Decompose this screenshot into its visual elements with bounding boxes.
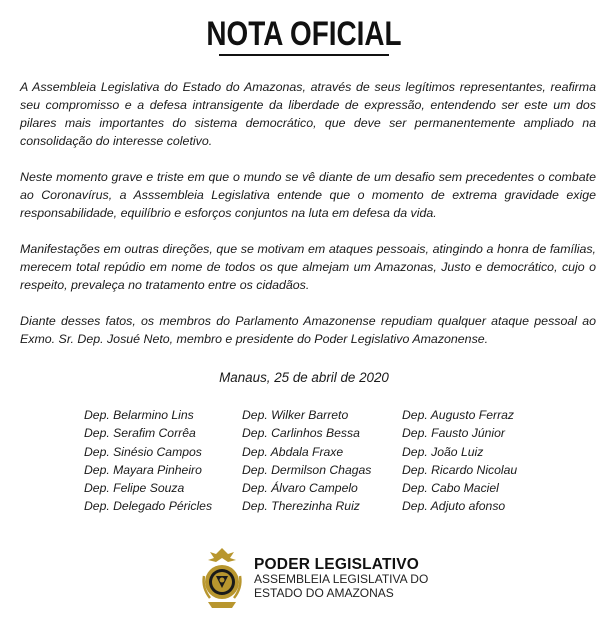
signatory: Dep. Ricardo Nicolau	[402, 462, 518, 477]
state-seal-icon	[200, 546, 244, 612]
footer-brand: PODER LEGISLATIVO	[254, 556, 420, 573]
footer-logo	[200, 546, 428, 612]
footer-text	[254, 558, 428, 600]
signatory: Dep. Felipe Souza	[84, 481, 185, 496]
paragraph: Diante desses fatos, os membros do Parlamento Amazonense repudiam qualquer ataque pessoal ao Exmo. Sr. Dep. Josué Neto, membro e presidente do Poder Legislativo Amazonense.	[20, 314, 596, 346]
signatory: Dep. Cabo Maciel	[402, 481, 499, 496]
signatory: Dep. Therezinha Ruiz	[242, 499, 360, 514]
signatory: Dep. Álvaro Campelo	[242, 481, 358, 496]
signatory: Dep. Dermilson Chagas	[242, 462, 372, 477]
signatory: Dep. Adjuto afonso	[402, 499, 506, 514]
statement-body	[20, 78, 596, 366]
signatory-column-2	[242, 406, 371, 516]
paragraph: Manifestações em outras direções, que se motivam em ataques pessoais, atingindo a honra de famílias, merecem total repúdio em nome de todos os que almejam um Amazonas, Justo e democrático, cujo o respeito, prevaleça no tratamento entre os cidadãos.	[20, 242, 596, 292]
signatory: Dep. Fausto Júnior	[402, 426, 505, 441]
signatory: Dep. Carlinhos Bessa	[242, 426, 360, 441]
signatory: Dep. Augusto Ferraz	[402, 408, 514, 422]
paragraph: Neste momento grave e triste em que o mundo se vê diante de um desafio sem precedentes o combate ao Coronavírus, a Asssembleia Legislativa entende que o momento de extrema gravidade exige responsabilidade, equilíbrio e esforços conjuntos na luta em defesa da vida.	[20, 170, 596, 220]
paragraph: A Assembleia Legislativa do Estado do Amazonas, através de seus legítimos representantes, reafirma seu compromisso e a defesa intransigente da liberdade de expressão, entendendo ser este um dos pilares mais importantes do sistema democrático, que deve ser permanentemente ampliado na consolidação do interesse coletivo.	[20, 80, 596, 148]
signatory: Dep. Sinésio Campos	[84, 444, 202, 459]
title-block	[0, 16, 608, 56]
signatory: Dep. Belarmino Lins	[84, 408, 194, 422]
signatory: Dep. Serafim Corrêa	[84, 426, 196, 441]
page-title: NOTA OFICIAL	[206, 15, 402, 53]
signatory: Dep. Mayara Pinheiro	[84, 462, 202, 477]
signatory-column-3	[402, 406, 517, 516]
signatory: Dep. João Luiz	[402, 444, 484, 459]
dateline: Manaus, 25 de abril de 2020	[219, 370, 389, 385]
signatory-column-1	[84, 406, 212, 516]
signatory: Dep. Wilker Barreto	[242, 408, 349, 422]
signatory: Dep. Delegado Péricles	[84, 499, 213, 514]
footer-line-2: ESTADO DO AMAZONAS	[254, 586, 394, 600]
footer-line-1: ASSEMBLEIA LEGISLATIVA DO	[254, 572, 429, 586]
signatory: Dep. Abdala Fraxe	[242, 444, 344, 459]
title-underline	[219, 54, 389, 56]
